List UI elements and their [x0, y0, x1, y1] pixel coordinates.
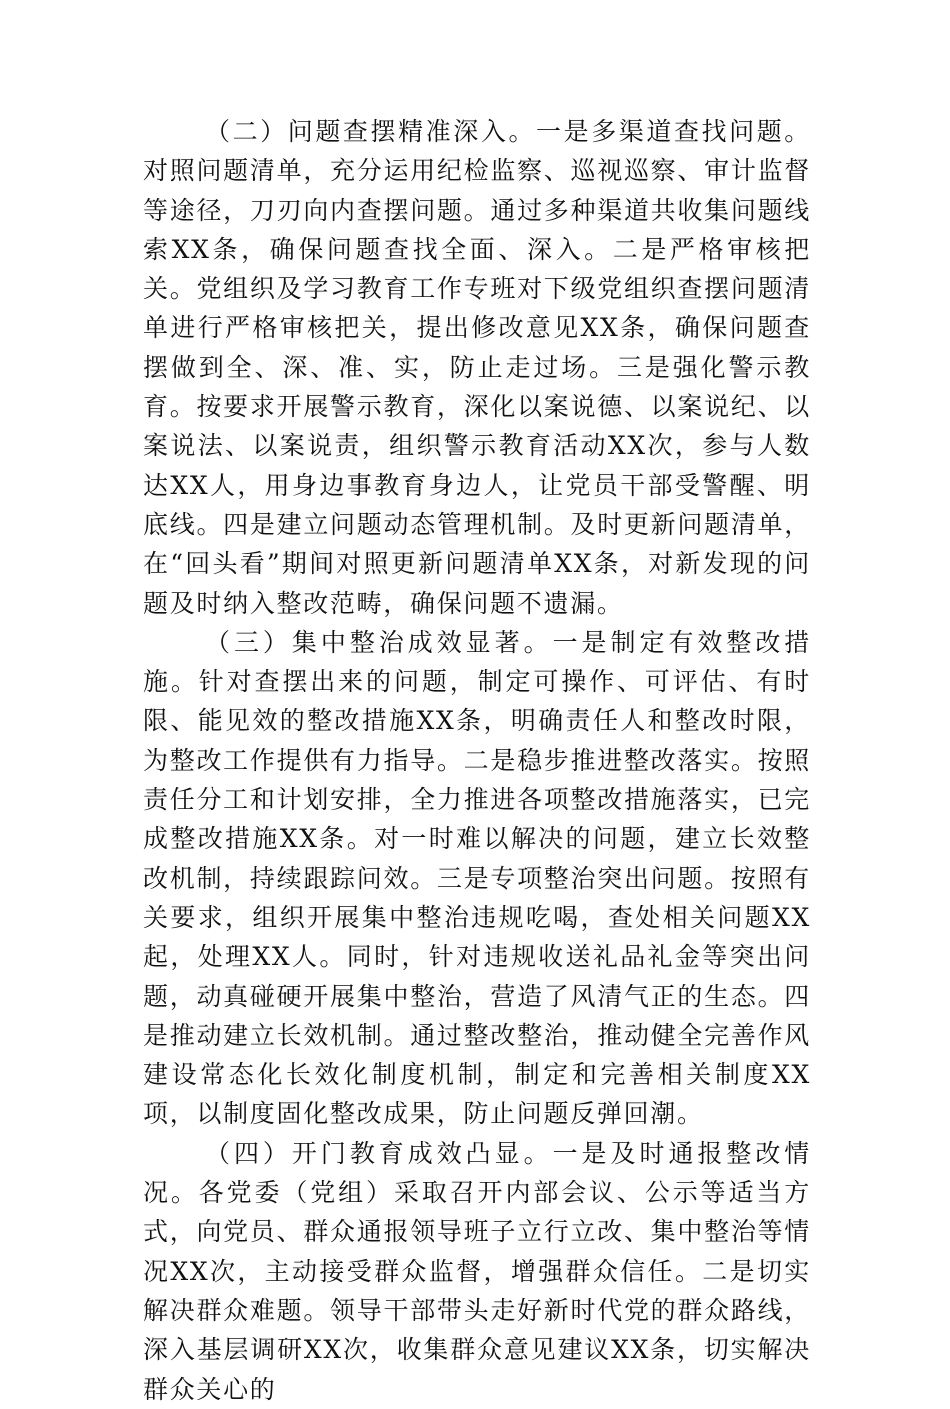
document-body	[143, 112, 811, 1409]
paragraph-section-4: （四）开门教育成效凸显。一是及时通报整改情况。各党委（党组）采取召开内部会议、公示等适当方式，向党员、群众通报领导班子立行立改、集中整治等情况XX次，主动接受群众监督，增强群众信任。二是切实解决群众难题。领导干部带头走好新时代党的群众路线，深入基层调研XX次，收集群众意见建议XX条，切实解决群众关心的	[143, 1138, 811, 1404]
paragraph-section-2: （二）问题查摆精准深入。一是多渠道查找问题。对照问题清单，充分运用纪检监察、巡视巡察、审计监督等途径，刀刃向内查摆问题。通过多种渠道共收集问题线索XX条，确保问题查找全面、深入。二是严格审核把关。党组织及学习教育工作专班对下级党组织查摆问题清单进行严格审核把关，提出修改意见XX条，确保问题查摆做到全、深、准、实，防止走过场。三是强化警示教育。按要求开展警示教育，深化以案说德、以案说纪、以案说法、以案说责，组织警示教育活动XX次，参与人数达XX人，用身边事教育身边人，让党员干部受警醒、明底线。四是建立问题动态管理机制。及时更新问题清单，在“回头看”期间对照更新问题清单XX条，对新发现的问题及时纳入整改范畴，确保问题不遗漏。	[143, 117, 811, 618]
paragraph-section-3: （三）集中整治成效显著。一是制定有效整改措施。针对查摆出来的问题，制定可操作、可评估、有时限、能见效的整改措施XX条，明确责任人和整改时限，为整改工作提供有力指导。二是稳步推进整改落实。按照责任分工和计划安排，全力推进各项整改措施落实，已完成整改措施XX条。对一时难以解决的问题，建立长效整改机制，持续跟踪问效。三是专项整治突出问题。按照有关要求，组织开展集中整治违规吃喝，查处相关问题XX起，处理XX人。同时，针对违规收送礼品礼金等突出问题，动真碰硬开展集中整治，营造了风清气正的生态。四是推动建立长效机制。通过整改整治，推动健全完善作风建设常态化长效化制度机制，制定和完善相关制度XX项，以制度固化整改成果，防止问题反弹回潮。	[143, 627, 811, 1129]
